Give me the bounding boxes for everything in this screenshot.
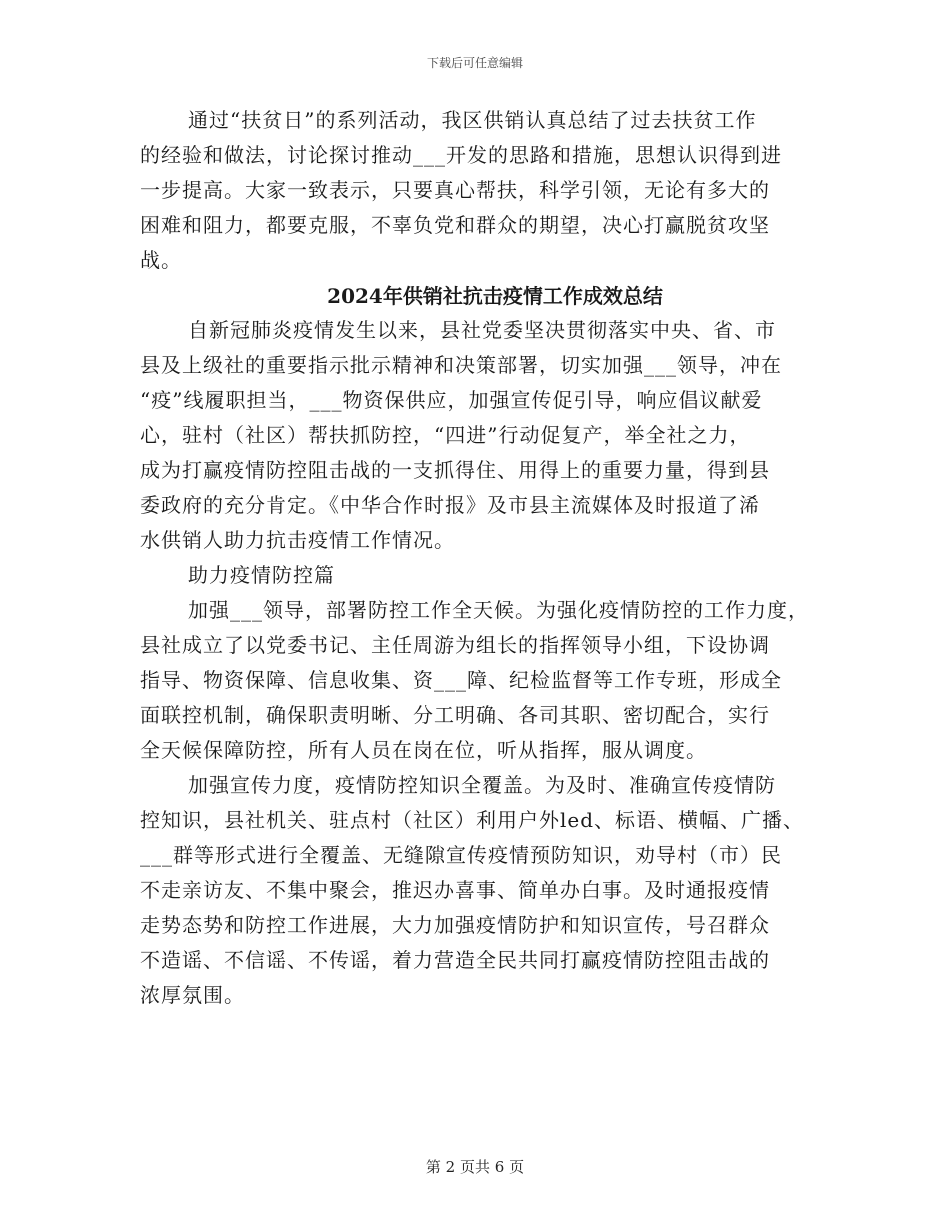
paragraph-line: 心，驻村（社区）帮扶抓防控，“四进”行动促复产，举全社之力， [140, 423, 751, 447]
paragraph-line: 一步提高。大家一致表示，只要真心帮扶，科学引领，无论有多大的 [140, 178, 770, 202]
paragraph-line: “疫”线履职担当，___物资保供应，加强宣传促引导，响应倡议献爱 [140, 388, 763, 412]
paragraph-line: 面联控机制，确保职责明晰、分工明确、各司其职、密切配合，实行 [140, 703, 770, 727]
paragraph-line: 加强___领导，部署防控工作全天候。为强化疫情防控的工作力度， [188, 598, 809, 622]
paragraph-line: 水供销人助力抗击疫情工作情况。 [140, 528, 455, 552]
paragraph-line: 指导、物资保障、信息收集、资___障、纪检监督等工作专班，形成全 [140, 668, 782, 692]
paragraph-line: 通过“扶贫日”的系列活动，我区供销认真总结了过去扶贫工作 [188, 108, 757, 132]
document-title: 2024年供销社抗击疫情工作成效总结 [327, 284, 663, 308]
paragraph-line: 县及上级社的重要指示批示精神和决策部署，切实加强___领导，冲在 [140, 353, 782, 377]
page-footer: 第 2 页共 6 页 [425, 1158, 525, 1176]
paragraph-line: 的经验和做法，讨论探讨推动___开发的思路和措施，思想认识得到进 [140, 143, 782, 167]
paragraph-line: 不造谣、不信谣、不传谣，着力营造全民共同打赢疫情防控阻击战的 [140, 948, 770, 972]
paragraph-line: 自新冠肺炎疫情发生以来，县社党委坚决贯彻落实中央、省、市 [188, 318, 776, 342]
paragraph-line: 浓厚氛围。 [140, 983, 245, 1007]
paragraph-line: 成为打赢疫情防控阻击战的一支抓得住、用得上的重要力量，得到县 [140, 458, 770, 482]
page-header: 下载后可任意编辑 [426, 56, 523, 70]
paragraph-line: ___群等形式进行全覆盖、无缝隙宣传疫情预防知识，劝导村（市）民 [140, 843, 782, 867]
paragraph-line: 全天候保障防控，所有人员在岗在位，听从指挥，服从调度。 [140, 738, 707, 762]
document-body [140, 110, 830, 1020]
paragraph-line: 战。 [140, 248, 182, 272]
paragraph-line: 控知识，县社机关、驻点村（社区）利用户外led、标语、横幅、广播、 [140, 808, 805, 832]
paragraph-line: 加强宣传力度，疫情防控知识全覆盖。为及时、准确宣传疫情防 [188, 773, 776, 797]
paragraph-line: 困难和阻力，都要克服，不辜负党和群众的期望，决心打赢脱贫攻坚 [140, 213, 770, 237]
paragraph-line: 委政府的充分肯定。《中华合作时报》及市县主流媒体及时报道了浠 [140, 493, 760, 517]
paragraph-line: 县社成立了以党委书记、主任周游为组长的指挥领导小组，下设协调 [140, 633, 770, 657]
section-heading: 助力疫情防控篇 [188, 563, 335, 587]
paragraph-line: 不走亲访友、不集中聚会，推迟办喜事、简单办白事。及时通报疫情 [140, 878, 770, 902]
paragraph-line: 走势态势和防控工作进展，大力加强疫情防护和知识宣传，号召群众 [140, 913, 770, 937]
